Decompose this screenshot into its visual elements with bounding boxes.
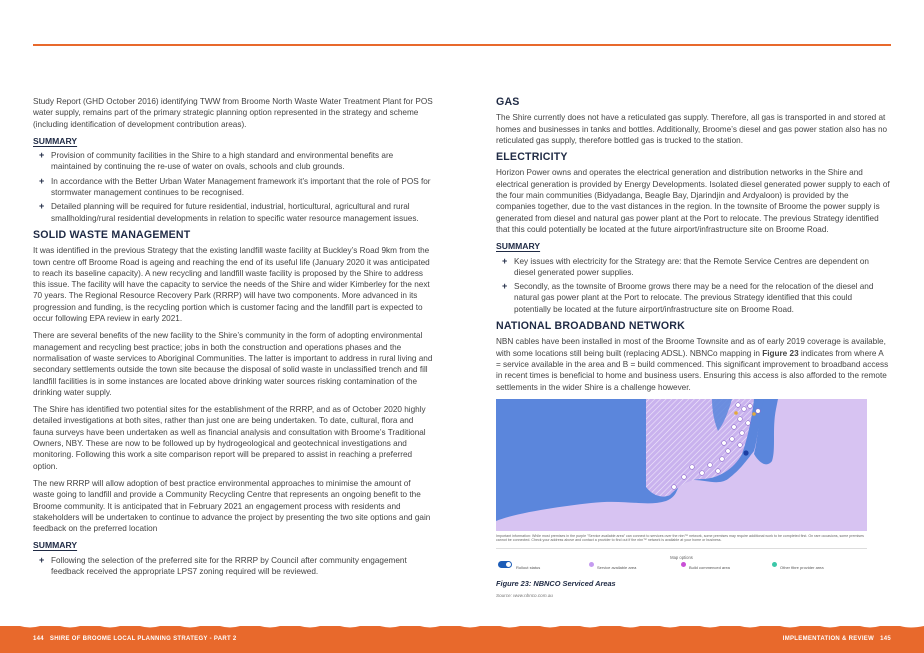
pin (672, 485, 677, 490)
build-commenced-label: Build commenced area (689, 565, 730, 571)
pin (708, 463, 713, 468)
pin (742, 407, 747, 412)
pin (746, 421, 751, 426)
list-item: + In accordance with the Better Urban Water Management framework it’s important that the role of POS for stormwater management continues to be recognised. (39, 175, 431, 198)
nbn-coverage-map (496, 399, 867, 531)
map-important-information: Important information: While most premises in the purple "Service available area" can connect to services over the nbn™ network, some premises may require additional work to be completed first. On rare occasions, some premises cannot be connected. Check your address above and contact a provider to find out if the nbn™ network is available at your home or business. (496, 533, 864, 543)
pin (738, 417, 743, 422)
footer-right (783, 636, 891, 642)
pin (734, 411, 738, 415)
rollout-status-toggle[interactable] (498, 561, 512, 568)
location-marker-icon (743, 450, 748, 455)
summary-list-water (33, 150, 433, 224)
plus-icon: + (39, 554, 45, 565)
pin (716, 469, 721, 474)
pin (748, 404, 753, 409)
page-number-left: 144 (33, 636, 44, 642)
map-graphic (496, 399, 867, 531)
pin (726, 449, 731, 454)
left-column (33, 96, 433, 581)
pin (756, 409, 761, 414)
solid-waste-paragraph-3: The Shire has identified two potential sites for the establishment of the RRRP, and as of October 2020 highly detailed investigations at both sites, rather than just one are being undertaken. To date, cultural, flora and fauna surveys have been undertaken as well as financial analysis and consultation with Broome’s Traditional Owners, NBY. These are now to be followed up by hydrogeological and geotechnical investigations and monitoring. Following this work a site comparison report will be prepared to assist in reaching a preferred option. (33, 405, 426, 471)
summary-heading-waste: SUMMARY (33, 540, 78, 551)
map-options-title: Map options (670, 555, 693, 561)
pin (738, 443, 743, 448)
plus-icon: + (502, 281, 508, 292)
map-options-panel (496, 548, 867, 574)
pin (730, 437, 735, 442)
pin (752, 412, 756, 416)
solid-waste-heading: SOLID WASTE MANAGEMENT (33, 228, 191, 241)
figure-caption: Figure 23: NBNCO Serviced Areas (496, 579, 616, 589)
gas-paragraph: The Shire currently does not have a reticulated gas supply. Therefore, all gas is transported in and stored at homes and businesses in tanks and bottles. Additionally, Broome’s diesel and gas power station also has no reticulated gas supply, therefore bottled gas is trucked to the station. (496, 113, 888, 145)
rollout-status-label: Rollout status (516, 565, 541, 571)
solid-waste-paragraph-2: There are several benefits of the new facility to the Shire’s community in the form of adopting environmental management and recycling best practice; jobs in both the construction and operations phases and the normalisation of waste services to Aboriginal Communities. The latter is important to address in rural living and secondary settlements outside the town site because the disposal of solid waste in unclassified trench and fill landfill facilities is in some instances are located above drinking water sources risking contamination of the drinking water supply. (33, 331, 433, 397)
pin (700, 471, 705, 476)
list-item: + Provision of community facilities in the Shire to a high standard and environmental benefits are maintained by continuing the re-use of water on ovals, schools and club grounds. (39, 150, 394, 172)
footer-left (33, 636, 237, 642)
service-available-legend-icon (589, 562, 594, 567)
nbn-paragraph: NBN cables have been installed in most of the Broome Townsite and as of early 2019 coverage is available, with some locations still being built (replacing ADSL). NBNCo mapping in Figure 23 indicates from where A = service available in the area and B = build commenced. This significant improvement to broadband access in recent times is beneficial to home and business users. Ensuring this access is also afforded to the remote settlements in the wider Shire is a challenge however. (496, 337, 889, 392)
plus-icon: + (39, 175, 45, 186)
footer-left-title: SHIRE OF BROOME LOCAL PLANNING STRATEGY - PART 2 (49, 636, 237, 642)
right-column (496, 97, 890, 602)
summary-list-electricity (496, 256, 890, 315)
plus-icon: + (39, 201, 45, 212)
footer-torn-edge (0, 626, 924, 629)
pin (722, 441, 727, 446)
page-number-right: 145 (880, 636, 891, 642)
pin (740, 431, 745, 436)
build-commenced-legend-icon (681, 562, 686, 567)
list-item: + Detailed planning will be required for future residential, industrial, horticultural, agricultural and rural smallholding/rural residential developments in relation to specific water resource management issues. (39, 201, 419, 223)
plus-icon: + (502, 255, 508, 266)
service-available-label: Service available area (597, 565, 637, 571)
list-item: + Following the selection of the preferred site for the RRRP by Council after community engagement feedback received the appropriate LPS7 zoning required will be reviewed. (39, 554, 407, 576)
pin (682, 475, 687, 480)
pin (732, 425, 737, 430)
header-rule (33, 44, 891, 46)
gas-heading: GAS (496, 96, 520, 108)
list-item: + Key issues with electricity for the Strategy are: that the Remote Service Centres are dependent on diesel generated power supplies. (502, 255, 869, 277)
footer-right-title: IMPLEMENTATION & REVIEW (782, 636, 875, 642)
summary-heading-water: SUMMARY (33, 135, 78, 146)
other-provider-legend-icon (772, 562, 777, 567)
intro-paragraph: Study Report (GHD October 2016) identifying TWW from Broome North Waste Water Treatment Plant for POS water supply, remains part of the primary strategic planning option represented in the strategy and scheme (including identification of development contribution areas). (33, 97, 433, 129)
pin (736, 403, 741, 408)
pin (720, 457, 725, 462)
figure-reference: Figure 23 (762, 348, 799, 358)
figure-source: Source: www.nbnco.com.au (496, 593, 553, 599)
pin (690, 465, 695, 470)
other-provider-label: Other fibre provider area (780, 565, 824, 571)
summary-list-waste (33, 555, 433, 578)
electricity-heading: ELECTRICITY (496, 151, 568, 164)
footer-bar (0, 626, 924, 653)
solid-waste-paragraph-1: It was identified in the previous Strategy that the existing landfill waste facility at Buckley’s Road 9km from the town centre off Broome Road is ageing and reaching the end of its useful life (January 2020 it was anticipated to reach its baseline capacity). A new recycling and landfill waste facility is proposed by the Shire to address this issue. The facility will have the capacity to service the needs of the Shire and wider Kimberley for the next 70 years. The Regional Resource Recovery Park (RRRP) will have two components. More advanced in its progression and funding, is the recycling portion which is customer facing and the landfill part is expected to occur following EPA review in early 2021. (33, 246, 430, 324)
plus-icon: + (39, 150, 45, 161)
nbn-heading: NATIONAL BROADBAND NETWORK (496, 320, 686, 333)
solid-waste-paragraph-4: The new RRRP will allow adoption of best practice environmental approaches to minimise the amount of waste going to landfill and provide a Community Recycling Centre that represents an ongoing benefit to the Broome community. It is anticipated that in February 2021 an engagement process with residents and stakeholders will be undertaken to continue to advance the project by presenting the two site options and gain feedback on the preferred location (33, 478, 431, 534)
summary-heading-electricity: SUMMARY (496, 241, 541, 252)
electricity-paragraph: Horizon Power owns and operates the electrical generation and distribution networks in the Shire and electrical generation is provided by Energy Developments. Isolated diesel generated power supply to each of the four main communities (Bidyadanga, Beagle Bay, Djarindjin and Ardyaloon) is provided by the companies together, due to the vast distances in the region. In the townsite of Broome the power supply is generated from diesel and natural gas power plant at the Port to relocate. The previous Strategy identified that this could potentially be located at the future airport/infrastructure site on Broome Road. (496, 168, 890, 234)
list-item: + Secondly, as the townsite of Broome grows there may be a need for the relocation of the diesel and natural gas power plant at the Port to relocate. The previous Strategy identified that this could potentially be located at the future airport/infrastructure site on Broome Road. (502, 281, 874, 314)
